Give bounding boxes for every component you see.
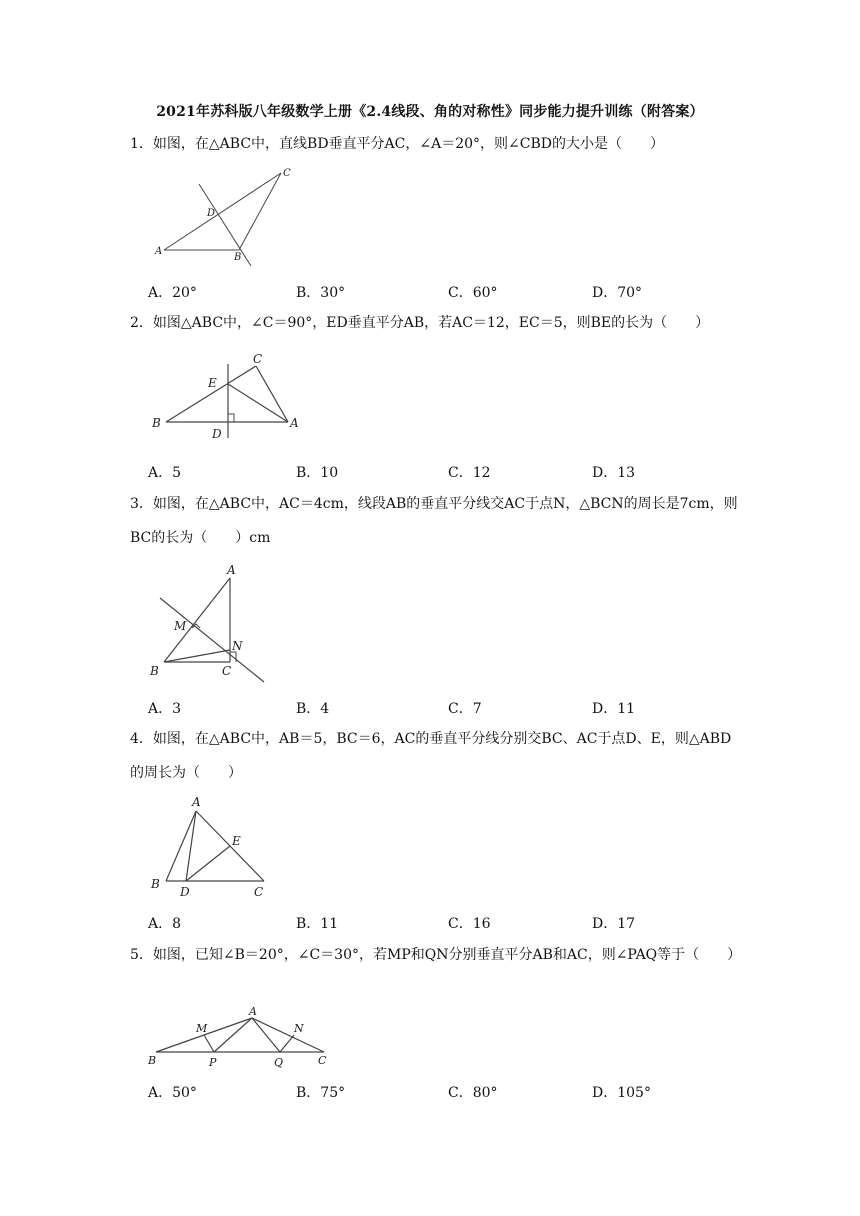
q3-option-a[interactable]: A．3 — [148, 701, 182, 717]
q3-option-c[interactable]: C．7 — [448, 701, 482, 717]
q4-label-e: E — [232, 834, 241, 848]
q3-option-b[interactable]: B．4 — [296, 701, 330, 717]
q1-option-b[interactable]: B．30° — [296, 285, 346, 301]
q3-option-d[interactable]: D．11 — [592, 701, 636, 717]
question-3-options — [148, 698, 708, 718]
q2-label-a: A — [290, 416, 299, 430]
q1-label-c: C — [283, 168, 291, 179]
question-1-text: 1．如图，在△ABC中，直线BD垂直平分AC，∠A＝20°，则∠CBD的大小是（ ） — [130, 136, 664, 152]
question-3-figure — [150, 560, 270, 686]
q3-label-n: N — [232, 639, 243, 653]
question-5-figure — [148, 1006, 338, 1076]
q2-label-b: B — [152, 416, 161, 430]
q1-diagram — [150, 164, 310, 270]
q2-option-b[interactable]: B．10 — [296, 465, 339, 481]
q4-option-d[interactable]: D．17 — [592, 916, 636, 932]
q5-option-c[interactable]: C．80° — [448, 1085, 498, 1101]
q1-option-c[interactable]: C．60° — [448, 285, 498, 301]
q1-label-d: D — [207, 208, 216, 219]
question-4-text: 4．如图，在△ABC中，AB＝5，BC＝6，AC的垂直平分线分别交BC、AC于点D、E，则△ABD的周长为（ ） — [130, 731, 732, 781]
question-1 — [130, 127, 740, 161]
question-4-options — [148, 913, 708, 933]
q4-label-c: C — [254, 885, 264, 899]
q3-label-a: A — [227, 563, 236, 577]
q1-option-a[interactable]: A．20° — [148, 285, 197, 301]
q5-option-d[interactable]: D．105° — [592, 1085, 651, 1101]
q2-label-e: E — [208, 376, 217, 390]
page-title: 2021年苏科版八年级数学上册《2.4线段、角的对称性》同步能力提升训练（附答案） — [156, 104, 704, 120]
q5-label-n: N — [294, 1022, 304, 1035]
q2-option-d[interactable]: D．13 — [592, 465, 636, 481]
question-2 — [130, 306, 740, 340]
q4-option-a[interactable]: A．8 — [148, 916, 182, 932]
q3-label-b: B — [150, 664, 159, 678]
question-5-options — [148, 1082, 708, 1102]
q3-diagram — [150, 560, 270, 682]
q2-option-c[interactable]: C．12 — [448, 465, 491, 481]
question-2-options — [148, 462, 708, 482]
question-5-text: 5．如图，已知∠B＝20°，∠C＝30°，若MP和QN分别垂直平分AB和AC，则∠PAQ等于（ ） — [130, 947, 742, 963]
q3-label-m: M — [174, 619, 187, 633]
q1-label-b: B — [234, 252, 242, 263]
question-4 — [130, 722, 740, 790]
q2-diagram — [150, 350, 310, 442]
question-5 — [130, 938, 740, 972]
question-2-figure — [150, 350, 310, 446]
q2-option-a[interactable]: A．5 — [148, 465, 182, 481]
question-1-options — [148, 282, 708, 302]
q4-option-b[interactable]: B．11 — [296, 916, 339, 932]
question-2-text: 2．如图△ABC中，∠C＝90°，ED垂直平分AB，若AC＝12，EC＝5，则BE的长为（ ） — [130, 315, 710, 331]
question-3 — [130, 487, 740, 555]
q5-label-c: C — [318, 1054, 327, 1067]
q4-label-b: B — [151, 877, 160, 891]
q5-label-b: B — [148, 1054, 157, 1067]
q3-label-c: C — [222, 664, 232, 678]
q5-label-a: A — [249, 1005, 257, 1018]
q5-label-p: P — [209, 1056, 217, 1069]
question-3-text: 3．如图，在△ABC中，AC＝4cm，线段AB的垂直平分线交AC于点N，△BCN的周长是7cm，则BC的长为（ ）cm — [130, 496, 738, 546]
q4-label-a: A — [192, 795, 201, 809]
q5-diagram — [148, 1006, 338, 1072]
q2-label-d: D — [212, 427, 222, 441]
question-4-figure — [150, 795, 280, 909]
question-1-figure — [150, 164, 310, 274]
q5-label-q: Q — [274, 1056, 284, 1069]
q5-option-b[interactable]: B．75° — [296, 1085, 346, 1101]
q4-label-d: D — [180, 885, 190, 899]
q1-label-a: A — [155, 246, 163, 257]
q4-diagram — [150, 795, 280, 905]
q5-option-a[interactable]: A．50° — [148, 1085, 197, 1101]
q5-label-m: M — [196, 1022, 208, 1035]
q2-label-c: C — [253, 352, 263, 366]
q4-option-c[interactable]: C．16 — [448, 916, 491, 932]
q1-option-d[interactable]: D．70° — [592, 285, 643, 301]
